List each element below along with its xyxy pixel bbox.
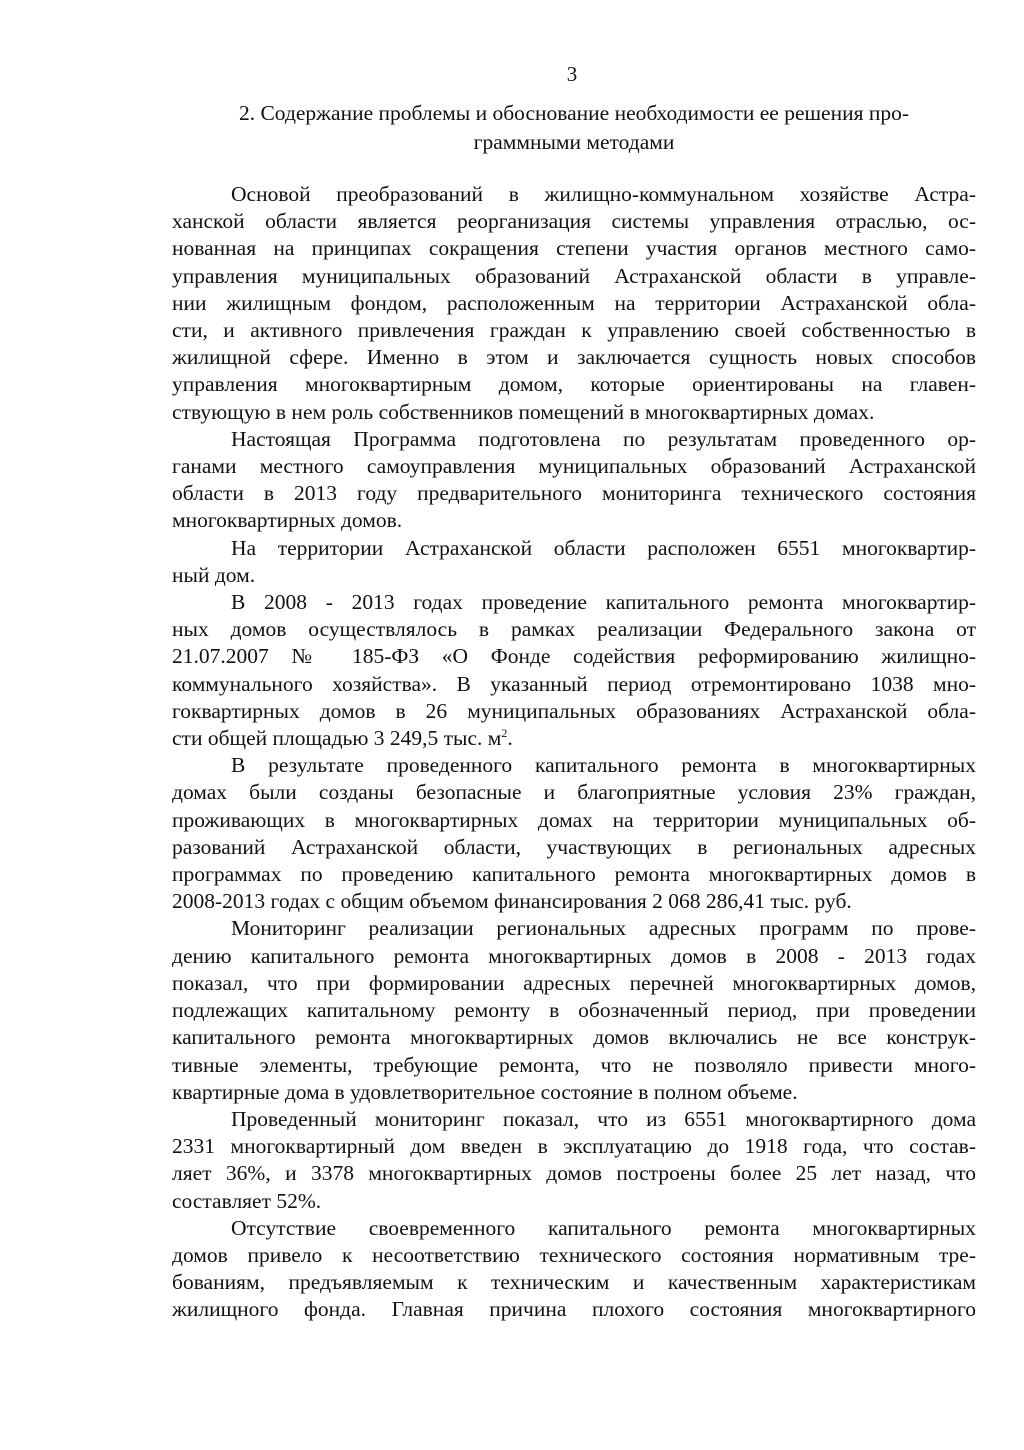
text-line: ствующую в нем роль собственников помещений в многоквартирных домах.	[172, 399, 875, 424]
paragraph	[172, 181, 976, 426]
text-line: нованная на принципах сокращения степени участия органов местного само-	[172, 236, 976, 261]
paragraph	[172, 915, 976, 1105]
text-line: В результате проведенного капитального ремонта в многоквартирных	[231, 753, 976, 778]
text-line: ганами местного самоуправления муниципальных образований Астраханской	[172, 454, 976, 479]
text-line: бованиям, предъявляемым к техническим и качественным характеристикам	[172, 1270, 976, 1295]
text-line: капитального ремонта многоквартирных домов включались не все конструк-	[172, 1025, 976, 1050]
text-line: жилищной сфере. Именно в этом и заключается сущность новых способов	[172, 345, 976, 370]
paragraph	[172, 1215, 976, 1324]
text-line: квартирные дома в удовлетворительное состояние в полном объеме.	[172, 1079, 798, 1104]
text-line: ный дом.	[172, 562, 256, 587]
superscript: 2	[501, 726, 508, 741]
text-line: ляет 36%, и 3378 многоквартирных домов построены более 25 лет назад, что	[172, 1161, 976, 1186]
text-line: сти, и активного привлечения граждан к управлению своей собственностью в	[172, 318, 976, 343]
text-line: многоквартирных домов.	[172, 508, 403, 533]
text-line: 2331 многоквартирный дом введен в эксплуатацию до 1918 года, что состав-	[172, 1134, 976, 1159]
text-line: Отсутствие своевременного капитального ремонта многоквартирных	[231, 1215, 976, 1240]
paragraph	[172, 426, 976, 535]
section-heading-line: 2. Содержание проблемы и обоснование необходимости ее решения про-	[238, 101, 910, 125]
text-line: показал, что при формировании адресных перечней многоквартирных домов,	[172, 970, 976, 995]
section-heading-line: граммными методами	[473, 130, 675, 154]
section-heading	[172, 99, 976, 157]
text-line: подлежащих капитальному ремонту в обозначенный период, при проведении	[172, 998, 976, 1023]
text-line: нии жилищным фондом, расположенным на территории Астраханской обла-	[172, 290, 976, 315]
text-line: Основой преобразований в жилищно-коммунальном хозяйстве Астра-	[231, 182, 976, 206]
text-line: гоквартирных домов в 26 муниципальных образованиях Астраханской обла-	[172, 698, 976, 723]
page-number: 3	[566, 62, 578, 86]
text-line: составляет 52%.	[172, 1188, 322, 1213]
line-tail: .	[507, 726, 513, 751]
text-line: управления муниципальных образований Астраханской области в управле-	[172, 263, 976, 288]
text-line: На территории Астраханской области расположен 6551 многоквартир-	[231, 535, 976, 560]
text-line: коммунального хозяйства». В указанный период отремонтировано 1038 мно-	[172, 671, 976, 696]
text-line: ханской области является реорганизация системы управления отраслью, ос-	[172, 209, 976, 234]
text-line: Мониторинг реализации региональных адресных программ по прове-	[231, 916, 976, 941]
paragraph	[172, 589, 976, 752]
paragraph	[172, 752, 976, 915]
text-line: программах по проведению капитального ремонта многоквартирных домов в	[172, 862, 976, 887]
text-line: 2008-2013 годах с общим объемом финансирования 2 068 286,41 тыс. руб.	[172, 889, 852, 914]
paragraph	[172, 535, 976, 589]
text-line: домов привело к несоответствию технического состояния нормативным тре-	[172, 1242, 976, 1267]
text-line: Настоящая Программа подготовлена по результатам проведенного ор-	[231, 426, 976, 451]
text-line: 21.07.2007 № 185-ФЗ «О Фонде содействия реформированию жилищно-	[172, 644, 976, 669]
text-line: дению капитального ремонта многоквартирных домов в 2008 - 2013 годах	[172, 943, 976, 968]
text-line: области в 2013 году предварительного мониторинга технического состояния	[172, 481, 976, 506]
text-line: сти общей площадью 3 249,5 тыс. $м^2$.	[172, 726, 513, 751]
text-line: домах были созданы безопасные и благоприятные условия 23% граждан,	[172, 780, 976, 805]
text-line: тивные элементы, требующие ремонта, что не позволяло привести много-	[172, 1052, 976, 1077]
paragraph	[172, 1106, 976, 1215]
text-line: В 2008 - 2013 годах проведение капитального ремонта многоквартир-	[231, 590, 976, 615]
text-line: жилищного фонда. Главная причина плохого состояния многоквартирного	[172, 1297, 976, 1322]
text-line: управления многоквартирным домом, которые ориентированы на главен-	[172, 372, 976, 397]
document-body	[172, 181, 976, 1324]
text-line: проживающих в многоквартирных домах на территории муниципальных об-	[172, 807, 976, 832]
text-line: ных домов осуществлялось в рамках реализации Федерального закона от	[172, 617, 976, 642]
text-line: Проведенный мониторинг показал, что из 6551 многоквартирного дома	[231, 1106, 976, 1131]
text-line: разований Астраханской области, участвующих в региональных адресных	[172, 834, 976, 859]
